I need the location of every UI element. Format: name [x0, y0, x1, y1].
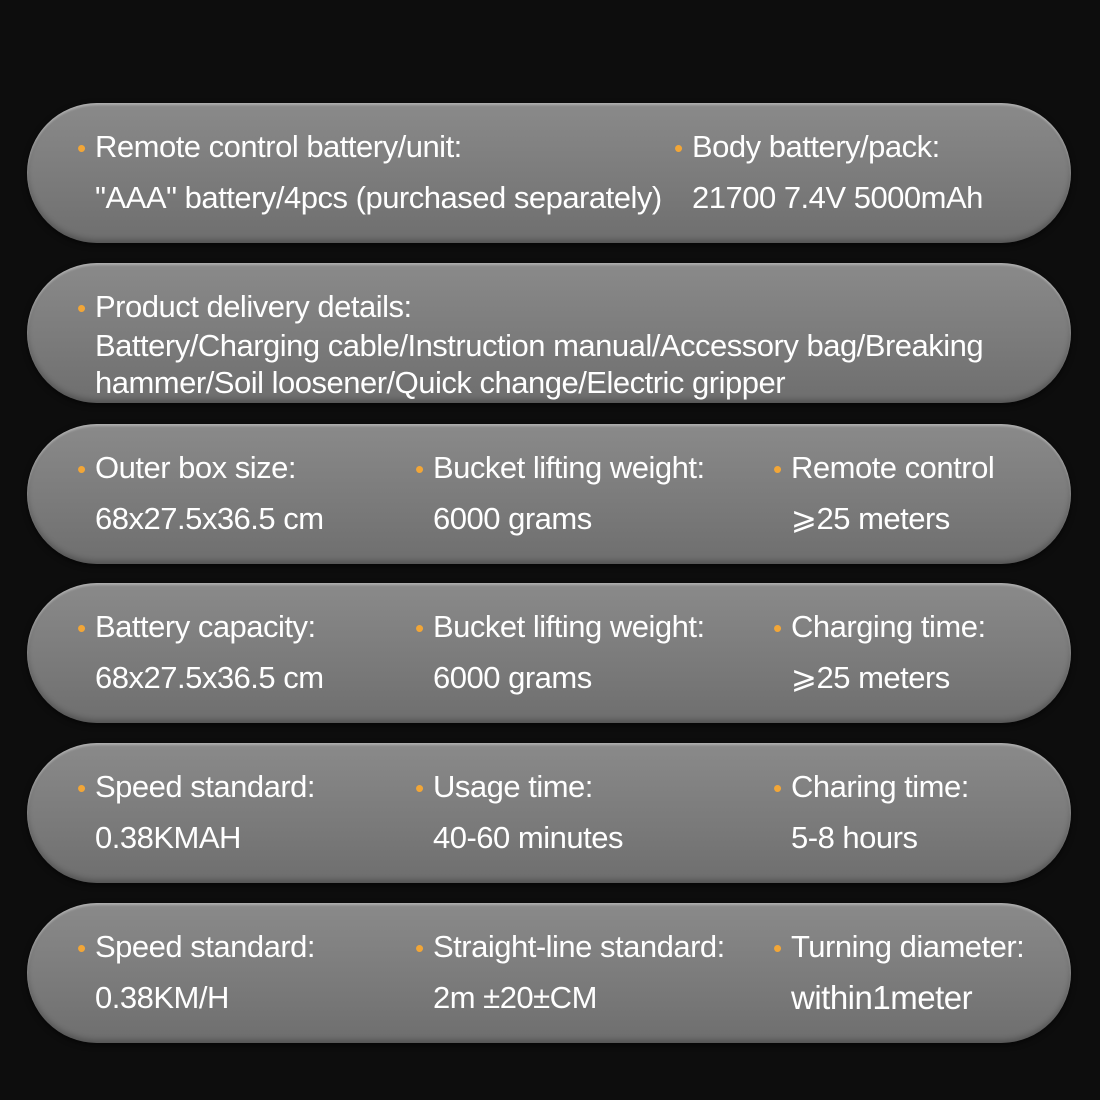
spec-speed-standard — [77, 767, 316, 858]
spec-usage-time — [415, 767, 623, 858]
spec-value: 21700 7.4V 5000mAh — [692, 180, 983, 215]
spec-value: 40-60 minutes — [433, 820, 623, 855]
spec-label: Outer box size: — [95, 450, 296, 485]
spec-value: 0.38KM/H — [95, 980, 229, 1015]
bullet-icon: • — [77, 133, 87, 163]
spec-bucket-lifting-weight — [415, 607, 705, 698]
spec-delivery-details — [77, 287, 984, 401]
spec-speed-standard — [77, 927, 316, 1018]
bullet-icon: • — [77, 773, 87, 803]
spec-row-5 — [27, 743, 1071, 883]
spec-value-line: hammer/Soil loosener/Quick change/Electric gripper — [95, 365, 786, 400]
spec-label: Battery capacity: — [95, 609, 316, 644]
spec-value: ⩾25 meters — [791, 660, 950, 695]
spec-value: 6000 grams — [433, 660, 592, 695]
spec-row-2 — [27, 263, 1071, 403]
spec-label: Product delivery details: — [95, 289, 412, 324]
spec-body-battery — [674, 127, 983, 218]
bullet-icon: • — [674, 133, 684, 163]
spec-remote-battery — [77, 127, 662, 218]
spec-label: Turning diameter: — [791, 929, 1025, 964]
spec-label: Charging time: — [791, 609, 986, 644]
spec-battery-capacity — [77, 607, 324, 698]
spec-value: 2m ±20±CM — [433, 980, 597, 1015]
bullet-icon: • — [77, 933, 87, 963]
spec-bucket-lifting-weight — [415, 448, 705, 539]
spec-turning-diameter — [773, 927, 1025, 1018]
spec-label: Body battery/pack: — [692, 129, 940, 164]
spec-value: "AAA" battery/4pcs (purchased separately) — [95, 180, 662, 215]
bullet-icon: • — [415, 933, 425, 963]
spec-label: Bucket lifting weight: — [433, 609, 705, 644]
spec-label: Charing time: — [791, 769, 969, 804]
bullet-icon: • — [415, 454, 425, 484]
spec-value: 68x27.5x36.5 cm — [95, 660, 324, 695]
spec-value-line: Battery/Charging cable/Instruction manual/Accessory bag/Breaking — [95, 328, 984, 363]
spec-label: Speed standard: — [95, 769, 316, 804]
spec-value: ⩾25 meters — [791, 501, 950, 536]
bullet-icon: • — [773, 454, 783, 484]
spec-charing-time — [773, 767, 969, 858]
spec-label: Speed standard: — [95, 929, 316, 964]
spec-label: Usage time: — [433, 769, 593, 804]
spec-label: Remote control battery/unit: — [95, 129, 462, 164]
spec-charging-time — [773, 607, 986, 698]
bullet-icon: • — [77, 293, 87, 323]
bullet-icon: • — [77, 613, 87, 643]
bullet-icon: • — [773, 773, 783, 803]
bullet-icon: • — [77, 454, 87, 484]
bullet-icon: • — [415, 613, 425, 643]
spec-label: Straight-line standard: — [433, 929, 725, 964]
spec-value: within1meter — [791, 979, 973, 1016]
spec-row-4 — [27, 583, 1071, 723]
spec-value: 6000 grams — [433, 501, 592, 536]
spec-row-1 — [27, 103, 1071, 243]
spec-value: 68x27.5x36.5 cm — [95, 501, 324, 536]
spec-row-6 — [27, 903, 1071, 1043]
bullet-icon: • — [415, 773, 425, 803]
spec-remote-control-range — [773, 448, 995, 539]
bullet-icon: • — [773, 933, 783, 963]
bullet-icon: • — [773, 613, 783, 643]
spec-value: 5-8 hours — [791, 820, 918, 855]
spec-label: Bucket lifting weight: — [433, 450, 705, 485]
spec-straight-line-standard — [415, 927, 725, 1018]
spec-value: 0.38KMAH — [95, 820, 241, 855]
spec-outer-box-size — [77, 448, 324, 539]
spec-label: Remote control — [791, 450, 995, 485]
spec-row-3 — [27, 424, 1071, 564]
